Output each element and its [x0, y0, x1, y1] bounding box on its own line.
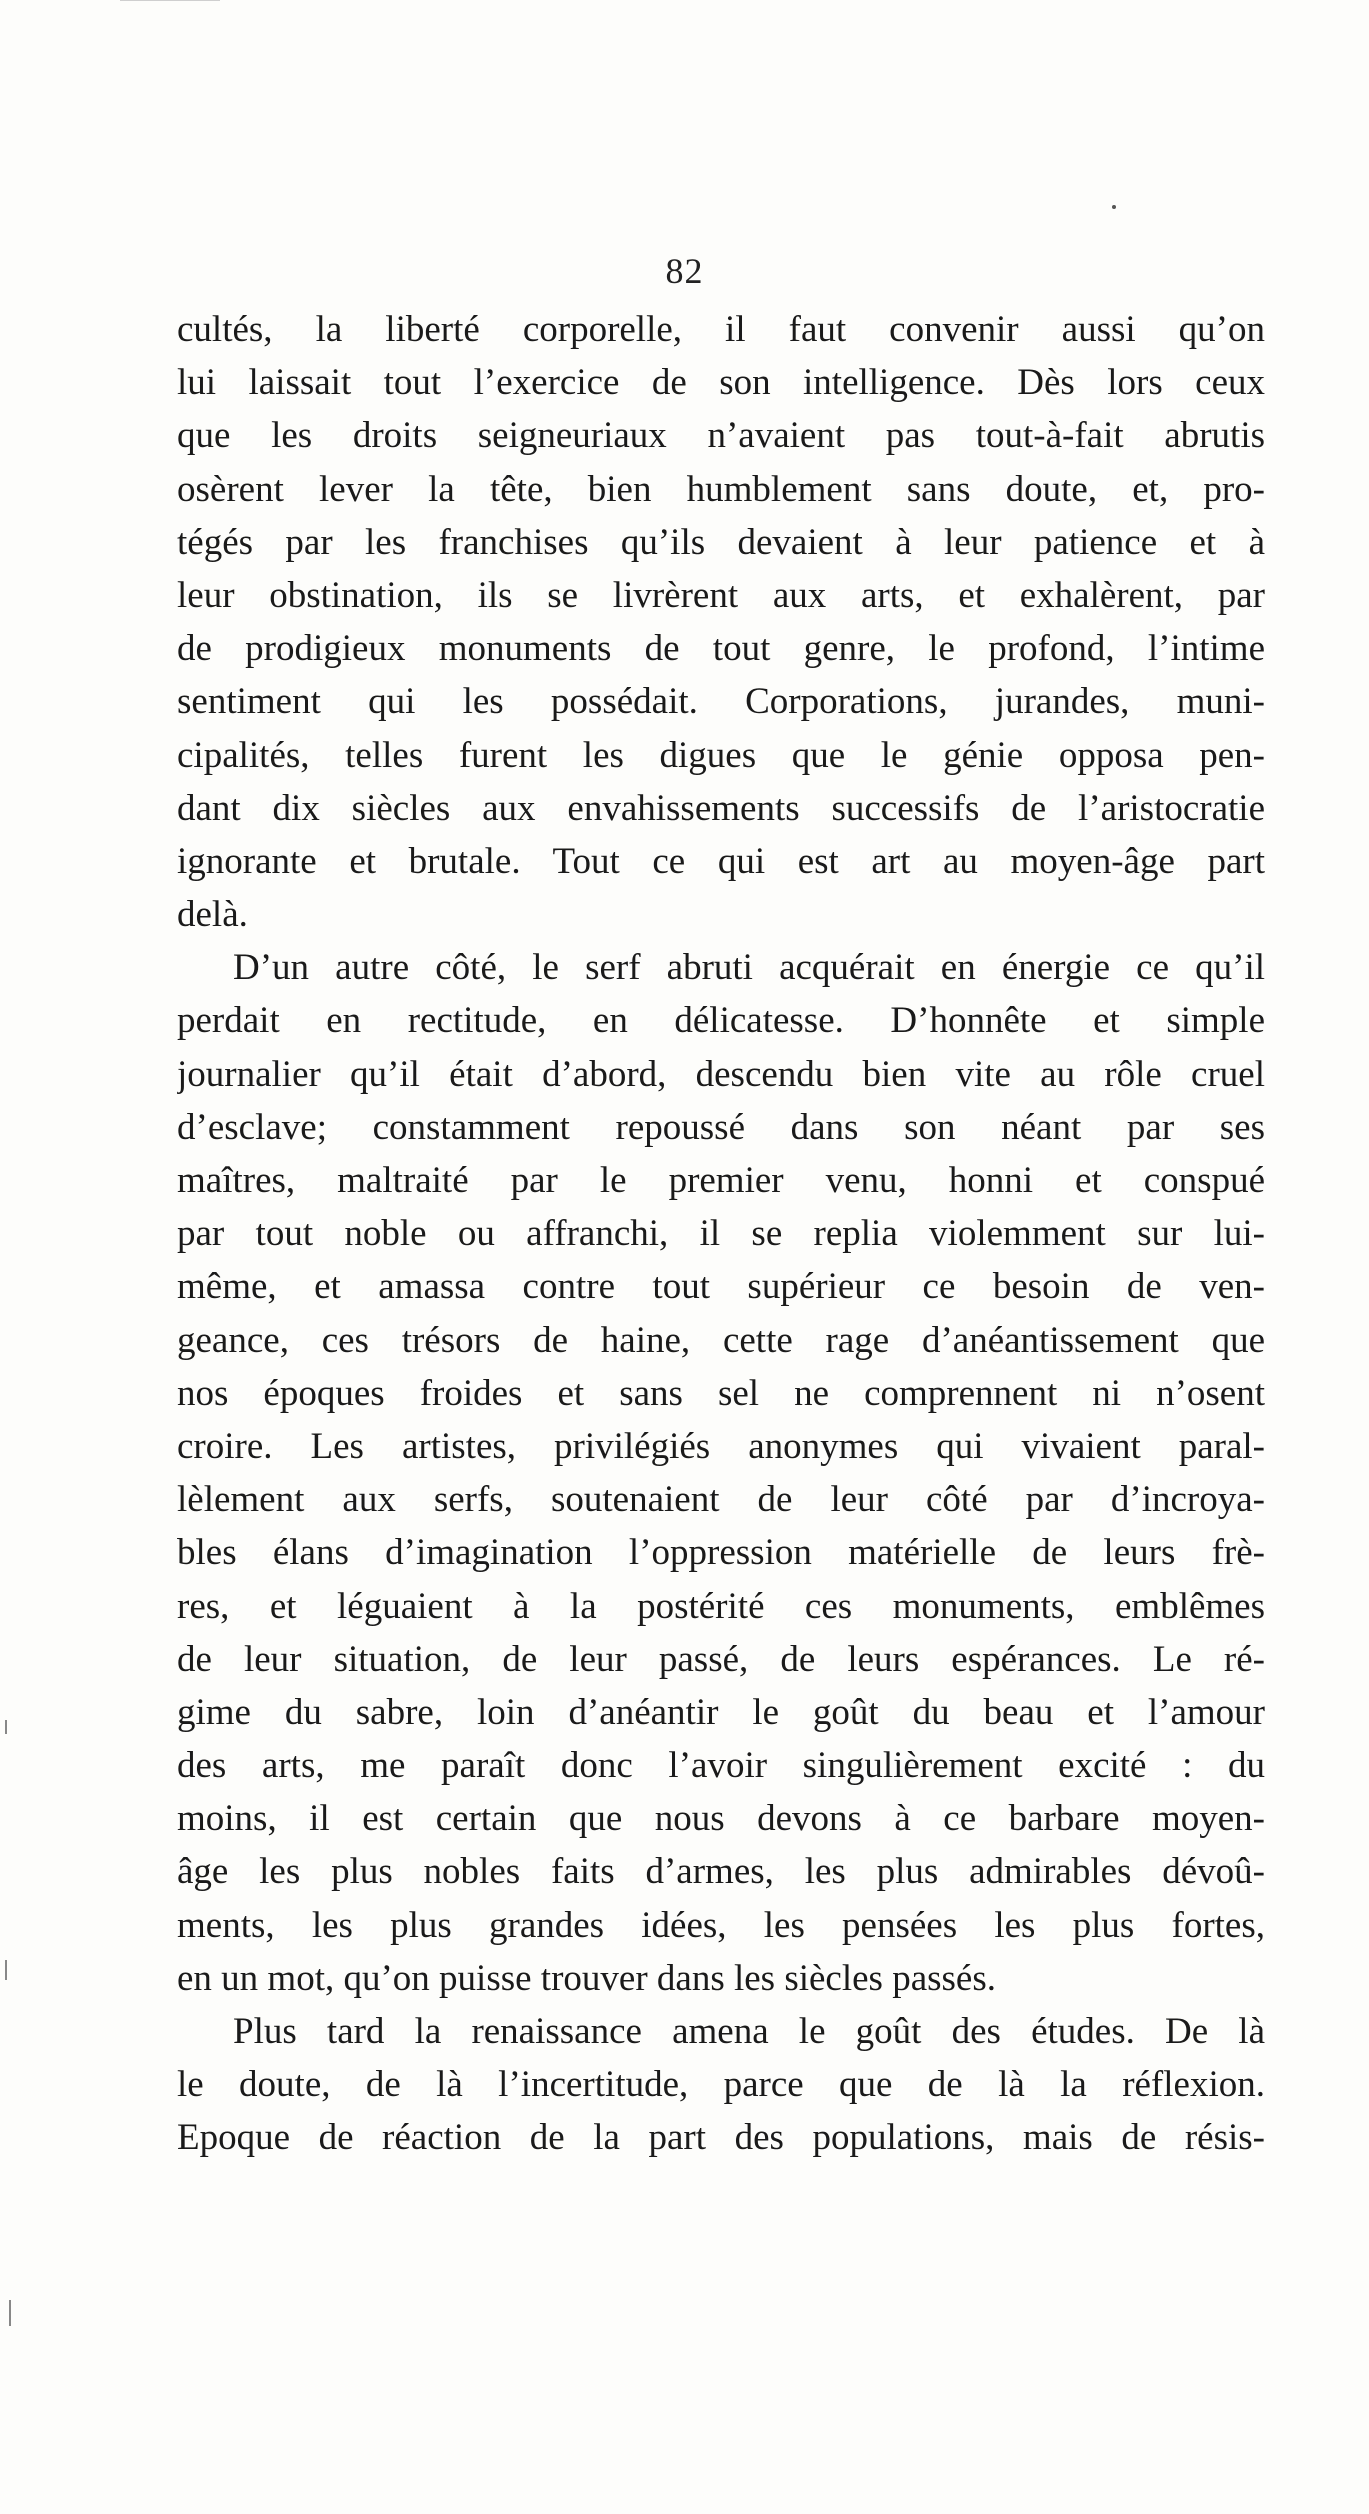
text-line: cultés, la liberté corporelle, il faut convenir aussi qu’on: [177, 309, 1265, 350]
text-line: delà.: [177, 894, 248, 936]
text-line: d’esclave; constamment repoussé dans son néant par ses: [177, 1106, 1265, 1148]
text-line: cipalités, telles furent les digues que le génie opposa pen-: [177, 734, 1265, 776]
text-line: geance, ces trésors de haine, cette rage d’anéantissement que: [177, 1319, 1265, 1361]
text-line: le doute, de là l’incertitude, parce que de là la réflexion.: [177, 2064, 1265, 2106]
text-line: journalier qu’il était d’abord, descendu bien vite au rôle cruel: [177, 1053, 1265, 1095]
text-line: osèrent lever la tête, bien humblement sans doute, et, pro-: [177, 468, 1265, 510]
paragraph: [177, 2005, 1265, 2165]
text-line: croire. Les artistes, privilégiés anonymes qui vivaient paral-: [177, 1425, 1265, 1467]
paragraph: [177, 941, 1265, 2005]
text-line: nos époques froides et sans sel ne comprennent ni n’osent: [177, 1372, 1265, 1414]
text-line: moins, il est certain que nous devons à ce barbare moyen-: [177, 1798, 1265, 1840]
paragraph: [177, 303, 1265, 941]
text-line: D’un autre côté, le serf abruti acquérait en énergie ce qu’il: [233, 947, 1265, 989]
text-line: maîtres, maltraité par le premier venu, honni et conspué: [177, 1160, 1265, 1201]
text-line: ignorante et brutale. Tout ce qui est art au moyen-âge part: [177, 840, 1265, 882]
text-line: même, et amassa contre tout supérieur ce besoin de ven-: [177, 1266, 1265, 1308]
text-line: sentiment qui les possédait. Corporations, jurandes, muni-: [177, 681, 1265, 723]
scan-edge-mark: [120, 0, 220, 1]
text-line: perdait en rectitude, en délicatesse. D’honnête et simple: [177, 1000, 1265, 1042]
ink-speck: [1112, 205, 1116, 209]
text-line: tégés par les franchises qu’ils devaient à leur patience et à: [177, 521, 1265, 563]
text-line: de prodigieux monuments de tout genre, le profond, l’intime: [177, 628, 1265, 670]
body-text: [177, 303, 1265, 2165]
text-line: de leur situation, de leur passé, de leurs espérances. Le ré-: [177, 1638, 1265, 1680]
text-line: âge les plus nobles faits d’armes, les plus admirables dévoû-: [177, 1851, 1265, 1893]
text-line: res, et léguaient à la postérité ces monuments, emblêmes: [177, 1585, 1265, 1627]
margin-mark: [5, 1960, 7, 1980]
text-line: gime du sabre, loin d’anéantir le goût du beau et l’amour: [177, 1691, 1265, 1733]
text-line: leur obstination, ils se livrèrent aux arts, et exhalèrent, par: [177, 574, 1265, 616]
text-line: ments, les plus grandes idées, les pensées les plus fortes,: [177, 1904, 1265, 1946]
text-line: lui laissait tout l’exercice de son intelligence. Dès lors ceux: [177, 362, 1265, 404]
text-line: Epoque de réaction de la part des populations, mais de résis-: [177, 2117, 1265, 2159]
text-line: que les droits seigneuriaux n’avaient pas tout-à-fait abrutis: [177, 415, 1265, 457]
text-line: par tout noble ou affranchi, il se replia violemment sur lui-: [177, 1213, 1265, 1255]
text-line: dant dix siècles aux envahissements successifs de l’aristocratie: [177, 787, 1265, 829]
text-line: lèlement aux serfs, soutenaient de leur côté par d’incroya-: [177, 1479, 1265, 1521]
text-line: des arts, me paraît donc l’avoir singulièrement excité : du: [177, 1745, 1265, 1787]
margin-mark: [5, 1720, 7, 1734]
text-line: Plus tard la renaissance amena le goût des études. De là: [233, 2011, 1265, 2052]
text-line: bles élans d’imagination l’oppression matérielle de leurs frè-: [177, 1532, 1265, 1574]
page-number: 82: [665, 251, 704, 291]
text-line: en un mot, qu’on puisse trouver dans les siècles passés.: [177, 1957, 996, 1999]
margin-mark: [9, 2300, 11, 2326]
